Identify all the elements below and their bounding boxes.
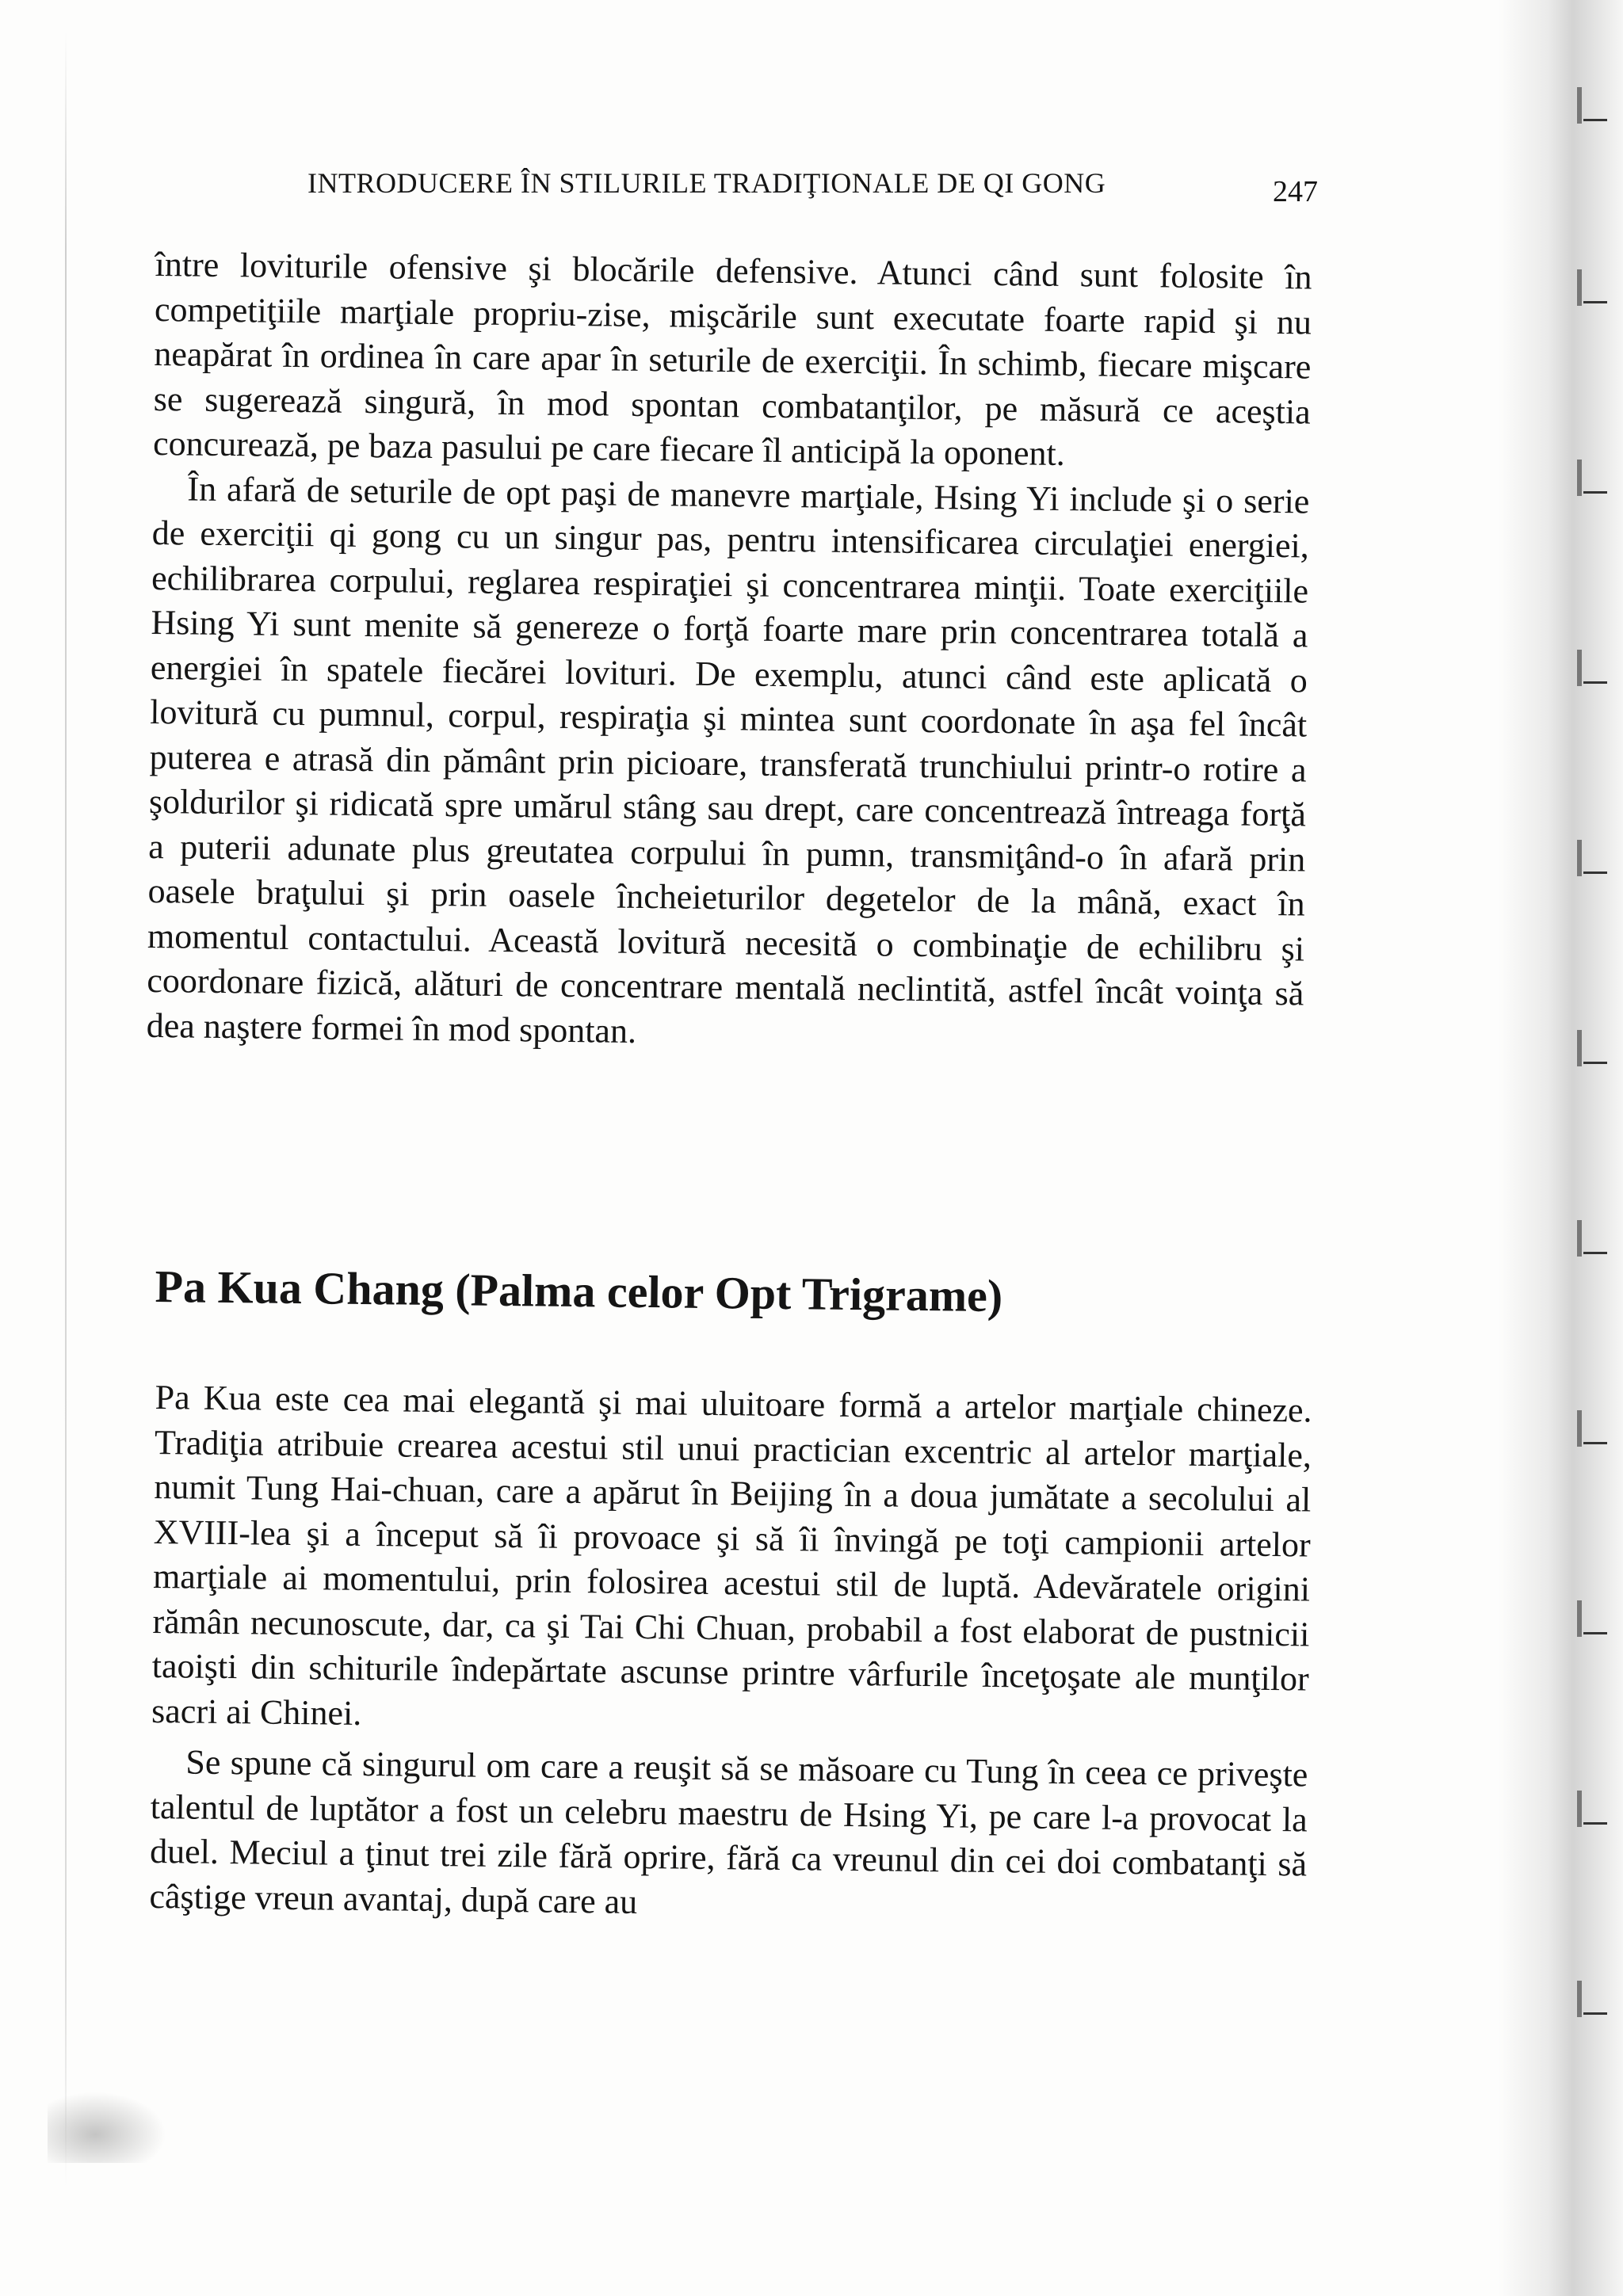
scan-margin-line [65,32,67,2187]
binding-mark [1583,1252,1607,1254]
binding-shadow [1498,0,1623,2296]
paragraph: Se spune că singurul om care a reuşit să se măsoare cu Tung în ceea ce priveşte talentul de luptător a fost un celebru maestru de Hsing Yi, pe care l-a provocat la duel. Meciul a ţinut trei zile fără oprire, fără ca vreunul din cei doi combatanţi să câştige vreun avantaj, după care au [149,1742,1308,1921]
binding-mark [1583,2012,1607,2015]
binding-mark [1583,119,1607,121]
scan-smudge [48,2092,166,2163]
text-block-lower [149,1375,1312,1932]
binding-mark [1583,681,1607,684]
running-head: INTRODUCERE ÎN STILURILE TRADIŢIONALE DE QI GONG [307,167,1106,199]
binding-mark [1583,1632,1607,1634]
section-heading: Pa Kua Chang (Palma celor Opt Trigrame) [155,1260,1003,1322]
binding-mark [1583,301,1607,303]
paragraph: Pa Kua este cea mai elegantă şi mai uluitoare formă a artelor marţiale chineze. Tradiţia atribuie crearea acestui stil unui practician excentric al artelor marţiale, numit Tung Hai-chuan, care a apărut în Beijing în a doua jumătate a secolului al XVIII-lea şi a început să îi provoace şi să îi învingă pe toţi campionii artelor marţiale ai momentului, prin folosirea acestui stil de luptă. Adevăratele origini rămân necunoscute, dar, ca şi Tai Chi Chuan, probabil a fost elaborat de pustnicii taoişti din schiturile îndepărtate ascunse printre vârfurile înceţoşate ale munţilor sacri ai Chinei. [151,1377,1312,1733]
text-block-upper [146,242,1312,1061]
paragraph: În afară de seturile de opt paşi de manevre marţiale, Hsing Yi include şi o serie de exerciţii qi gong cu un singur pas, pentru intensificarea circulaţiei energiei, echilibrarea corpului, reglarea respiraţiei şi concentrarea minţii. Toate exerciţiile Hsing Yi sunt menite să genereze o forţă foarte mare prin concentrarea totală a energiei în spatele fiecărei lovituri. De exemplu, atunci când este aplicată o lovitură cu pumnul, corpul, respiraţia şi mintea sunt coordonate în aşa fel încât puterea e atrasă din pământ prin picioare, transferată trunchiului printr-o rotire a şoldurilor şi ridicată spre umărul stâng sau drept, care concentrează întreaga forţă a puterii adunate plus greutatea corpului în pumn, transmiţând-o în afară prin oasele braţului şi prin oasele încheieturilor degetelor de la mână, exact în momentul contactului. Această lovitură necesită o combinaţie de echilibru şi coordonare fizică, alături de concentrare mentală neclintită, astfel încât voinţa să dea naştere formei în mod spontan. [146,468,1310,1051]
page-number: 247 [1273,175,1318,208]
binding-mark [1583,1822,1607,1825]
binding-mark [1583,491,1607,494]
binding-mark [1583,1062,1607,1064]
paragraph: între loviturile ofensive şi blocările defensive. Atunci când sunt folosite în competiţiile marţiale propriu-zise, mişcările sunt executate foarte rapid şi nu neapărat în ordinea în care apar în seturile de exerciţii. În schimb, fiecare mişcare se sugerează singură, în mod spontan combatanţilor, pe măsură ce aceştia concurează, pe baza pasului pe care fiecare îl anticipă la oponent. [152,244,1312,474]
binding-mark [1583,1442,1607,1444]
binding-mark [1583,871,1607,874]
